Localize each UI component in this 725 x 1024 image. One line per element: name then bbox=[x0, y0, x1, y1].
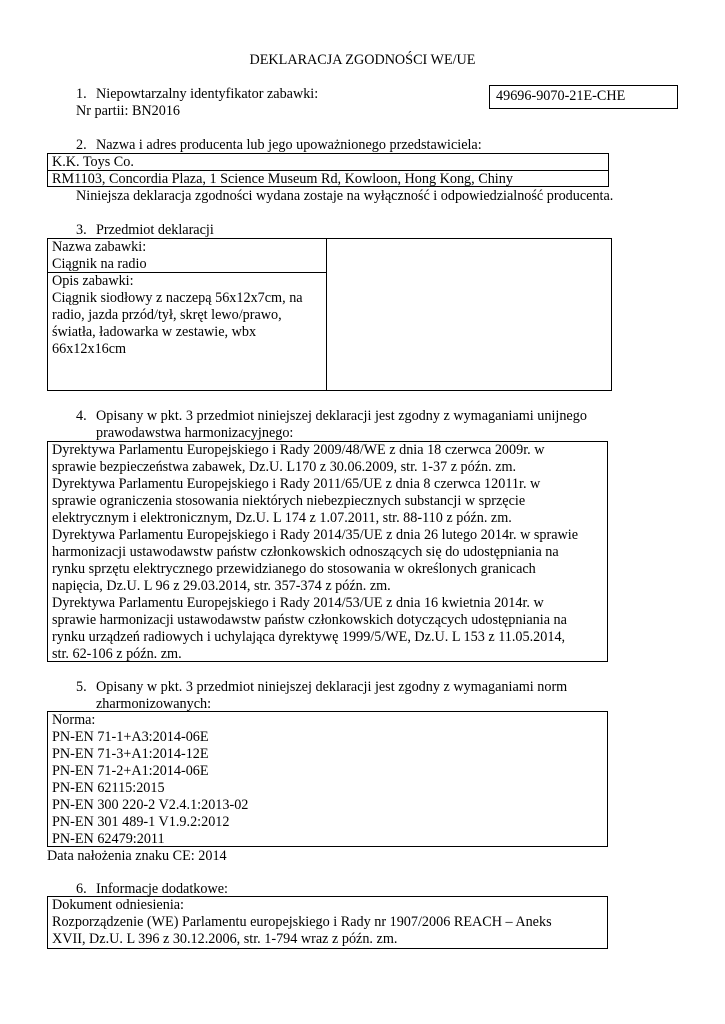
norm-item: PN-EN 62115:2015 bbox=[52, 780, 165, 796]
toy-description-line: radio, jazda przód/tył, skręt lewo/prawo, bbox=[52, 307, 282, 323]
reference-document-line: Rozporządzenie (WE) Parlamentu europejskiego i Rady nr 1907/2006 REACH – Aneks bbox=[52, 914, 552, 930]
harmonized-standards-box bbox=[47, 711, 608, 847]
section-2-number: 2. bbox=[76, 137, 87, 153]
additional-info-box bbox=[47, 896, 608, 949]
legislation-line: harmonizacji ustawodawstw państw członkowskich odnoszących się do udostępniania na bbox=[52, 544, 559, 560]
section-1-number: 1. bbox=[76, 86, 87, 102]
section-3-heading: Przedmiot deklaracji bbox=[96, 222, 214, 238]
section-4-number: 4. bbox=[76, 408, 87, 424]
norm-item: PN-EN 300 220-2 V2.4.1:2013-02 bbox=[52, 797, 249, 813]
manufacturer-name: K.K. Toys Co. bbox=[52, 154, 134, 170]
legislation-line: sprawie ograniczenia stosowania niektórych niebezpiecznych substancji w sprzęcie bbox=[52, 493, 526, 509]
section-5-number: 5. bbox=[76, 679, 87, 695]
toy-name-value: Ciągnik na radio bbox=[52, 256, 147, 272]
toy-description-line: Ciągnik siodłowy z naczepą 56x12x7cm, na bbox=[52, 290, 303, 306]
legislation-line: Dyrektywa Parlamentu Europejskiego i Rady 2014/53/UE z dnia 16 kwietnia 2014r. w bbox=[52, 595, 544, 611]
declaration-subject-table bbox=[47, 238, 612, 391]
norm-item: PN-EN 71-1+A3:2014-06E bbox=[52, 729, 209, 745]
section-6-heading: Informacje dodatkowe: bbox=[96, 881, 228, 897]
section-4-heading: Opisany w pkt. 3 przedmiot niniejszej deklaracji jest zgodny z wymaganiami unijnego bbox=[96, 408, 587, 424]
batch-number: Nr partii: BN2016 bbox=[76, 103, 181, 119]
vertical-divider bbox=[326, 239, 327, 390]
identifier-box bbox=[489, 85, 678, 109]
responsibility-note: Niniejsza deklaracja zgodności wydana zostaje na wyłączność i odpowiedzialność producenta. bbox=[76, 188, 614, 204]
norm-item: PN-EN 301 489-1 V1.9.2:2012 bbox=[52, 814, 230, 830]
eu-legislation-box bbox=[47, 441, 608, 662]
page-title: DEKLARACJA ZGODNOŚCI WE/UE bbox=[249, 52, 476, 68]
norm-item: PN-EN 71-2+A1:2014-06E bbox=[52, 763, 209, 779]
legislation-line: elektrycznym i elektronicznym, Dz.U. L 174 z 1.07.2011, str. 88-110 z późn. zm. bbox=[52, 510, 512, 526]
toy-description-line: światła, ładowarka w zestawie, wbx bbox=[52, 324, 257, 340]
section-2-heading: Nazwa i adres producenta lub jego upoważnionego przedstawiciela: bbox=[96, 137, 482, 153]
section-4-heading: prawodawstwa harmonizacyjnego: bbox=[96, 425, 294, 441]
legislation-line: Dyrektywa Parlamentu Europejskiego i Rady 2009/48/WE z dnia 18 czerwca 2009r. w bbox=[52, 442, 545, 458]
legislation-line: Dyrektywa Parlamentu Europejskiego i Rady 2014/35/UE z dnia 26 lutego 2014r. w sprawie bbox=[52, 527, 579, 543]
section-1-heading: Niepowtarzalny identyfikator zabawki: bbox=[96, 86, 319, 102]
section-3-number: 3. bbox=[76, 222, 87, 238]
ce-marking-date: Data nałożenia znaku CE: 2014 bbox=[47, 848, 227, 864]
reference-document-line: XVII, Dz.U. L 396 z 30.12.2006, str. 1-794 wraz z późn. zm. bbox=[52, 931, 398, 947]
toy-name-label: Nazwa zabawki: bbox=[52, 239, 147, 255]
section-5-heading: zharmonizowanych: bbox=[96, 696, 212, 712]
norm-item: PN-EN 62479:2011 bbox=[52, 831, 165, 847]
toy-description-line: 66x12x16cm bbox=[52, 341, 127, 357]
legislation-line: rynku sprzętu elektrycznego przewidzianego do stosowania w określonych granicach bbox=[52, 561, 536, 577]
legislation-line: sprawie harmonizacji ustawodawstw państw członkowskich dotyczących udostępniania na bbox=[52, 612, 567, 628]
section-5-heading: Opisany w pkt. 3 przedmiot niniejszej deklaracji jest zgodny z wymaganiami norm bbox=[96, 679, 568, 695]
manufacturer-address: RM1103, Concordia Plaza, 1 Science Museum Rd, Kowloon, Hong Kong, Chiny bbox=[52, 171, 513, 187]
manufacturer-table bbox=[47, 153, 609, 187]
legislation-line: napięcia, Dz.U. L 96 z 29.03.2014, str. 357-374 z późn. zm. bbox=[52, 578, 391, 594]
reference-document-label: Dokument odniesienia: bbox=[52, 897, 184, 913]
section-6-number: 6. bbox=[76, 881, 87, 897]
norm-item: PN-EN 71-3+A1:2014-12E bbox=[52, 746, 209, 762]
toy-description-label: Opis zabawki: bbox=[52, 273, 134, 289]
toy-identifier: 49696-9070-21E-CHE bbox=[496, 88, 626, 104]
legislation-line: sprawie bezpieczeństwa zabawek, Dz.U. L170 z 30.06.2009, str. 1-37 z późn. zm. bbox=[52, 459, 517, 475]
legislation-line: str. 62-106 z późn. zm. bbox=[52, 646, 182, 662]
legislation-line: Dyrektywa Parlamentu Europejskiego i Rady 2011/65/UE z dnia 8 czerwca 12011r. w bbox=[52, 476, 541, 492]
norm-label: Norma: bbox=[52, 712, 96, 728]
legislation-line: rynku urządzeń radiowych i uchylająca dyrektywę 1999/5/WE, Dz.U. L 153 z 11.05.2014, bbox=[52, 629, 566, 645]
